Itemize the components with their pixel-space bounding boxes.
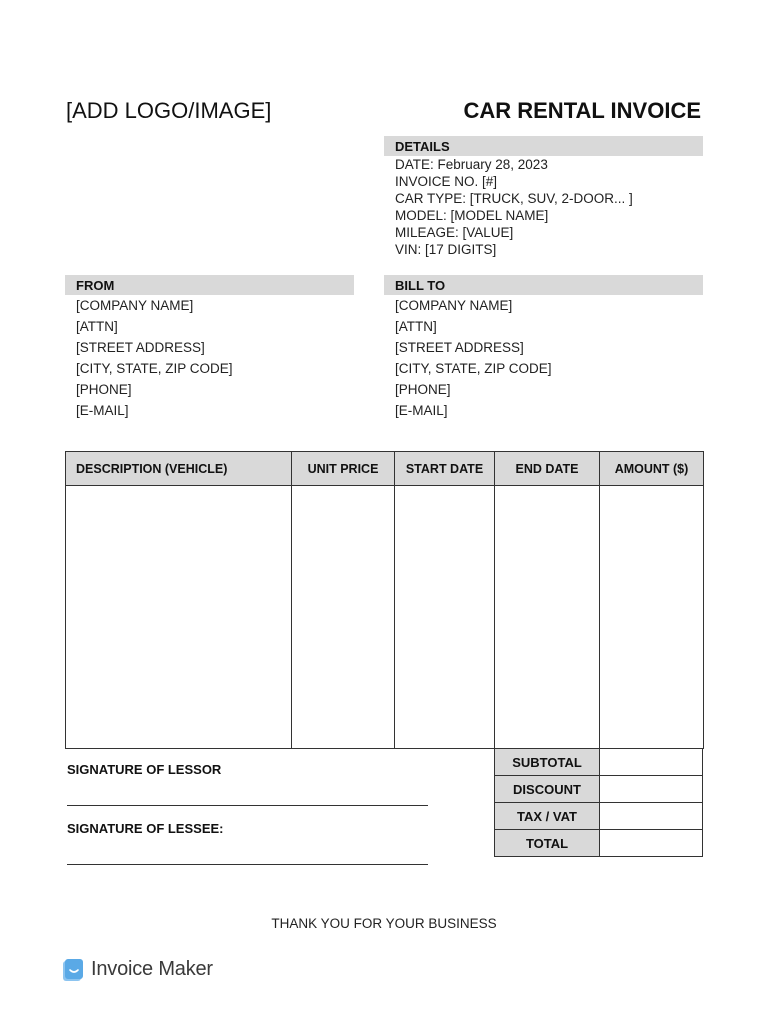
- from-company: [COMPANY NAME]: [76, 298, 194, 313]
- from-email: [E-MAIL]: [76, 403, 129, 418]
- brand-name: Invoice Maker: [91, 958, 213, 980]
- logo-placeholder: [ADD LOGO/IMAGE]: [66, 98, 272, 123]
- tax-label: TAX / VAT: [495, 803, 600, 830]
- from-heading: FROM: [76, 278, 115, 293]
- bill-to-phone: [PHONE]: [395, 382, 451, 397]
- details-invoice-no: INVOICE NO. [#]: [395, 174, 498, 189]
- total-row: [495, 830, 703, 857]
- lessee-signature-label: SIGNATURE OF LESSEE:: [67, 821, 224, 836]
- from-block: [76, 295, 233, 421]
- col-description: DESCRIPTION (VEHICLE): [66, 452, 292, 486]
- discount-row: [495, 776, 703, 803]
- table-row: [66, 486, 704, 749]
- brand-logo: [63, 958, 213, 981]
- subtotal-row: [495, 749, 703, 776]
- lessee-signature-line[interactable]: [67, 864, 428, 865]
- cell-end-date[interactable]: [495, 486, 600, 749]
- cell-amount[interactable]: [600, 486, 704, 749]
- col-amount: AMOUNT ($): [600, 452, 704, 486]
- details-block: [395, 156, 633, 258]
- lessor-signature-label: SIGNATURE OF LESSOR: [67, 762, 222, 777]
- col-end-date: END DATE: [495, 452, 600, 486]
- invoice-maker-icon: [63, 959, 83, 981]
- details-date: DATE: February 28, 2023: [395, 157, 548, 172]
- total-label: TOTAL: [495, 830, 600, 857]
- discount-value[interactable]: [600, 776, 703, 803]
- from-street: [STREET ADDRESS]: [76, 340, 205, 355]
- bill-to-heading: BILL TO: [395, 278, 446, 293]
- subtotal-value[interactable]: [600, 749, 703, 776]
- details-heading: DETAILS: [395, 139, 450, 154]
- invoice-title: CAR RENTAL INVOICE: [463, 98, 701, 123]
- bill-to-city: [CITY, STATE, ZIP CODE]: [395, 361, 552, 376]
- bill-to-attn: [ATTN]: [395, 319, 437, 334]
- details-mileage: MILEAGE: [VALUE]: [395, 225, 514, 240]
- cell-start-date[interactable]: [395, 486, 495, 749]
- col-unit-price: UNIT PRICE: [292, 452, 395, 486]
- details-header-bar: [384, 136, 703, 156]
- table-header-row: [66, 452, 704, 486]
- details-model: MODEL: [MODEL NAME]: [395, 208, 549, 223]
- from-attn: [ATTN]: [76, 319, 118, 334]
- from-phone: [PHONE]: [76, 382, 132, 397]
- line-items-table: [65, 451, 704, 749]
- details-car-type: CAR TYPE: [TRUCK, SUV, 2-DOOR... ]: [395, 191, 633, 206]
- from-city: [CITY, STATE, ZIP CODE]: [76, 361, 233, 376]
- discount-label: DISCOUNT: [495, 776, 600, 803]
- cell-description[interactable]: [66, 486, 292, 749]
- lessor-signature-line[interactable]: [67, 805, 428, 806]
- cell-unit-price[interactable]: [292, 486, 395, 749]
- tax-row: [495, 803, 703, 830]
- totals-table: [494, 748, 703, 857]
- bill-to-block: [395, 295, 552, 421]
- bill-to-company: [COMPANY NAME]: [395, 298, 513, 313]
- total-value[interactable]: [600, 830, 703, 857]
- tax-value[interactable]: [600, 803, 703, 830]
- bill-to-street: [STREET ADDRESS]: [395, 340, 524, 355]
- details-vin: VIN: [17 DIGITS]: [395, 242, 497, 257]
- bill-to-header-bar: [384, 275, 703, 295]
- bill-to-email: [E-MAIL]: [395, 403, 448, 418]
- thank-you-note: THANK YOU FOR YOUR BUSINESS: [271, 916, 497, 931]
- from-header-bar: [65, 275, 354, 295]
- subtotal-label: SUBTOTAL: [495, 749, 600, 776]
- col-start-date: START DATE: [395, 452, 495, 486]
